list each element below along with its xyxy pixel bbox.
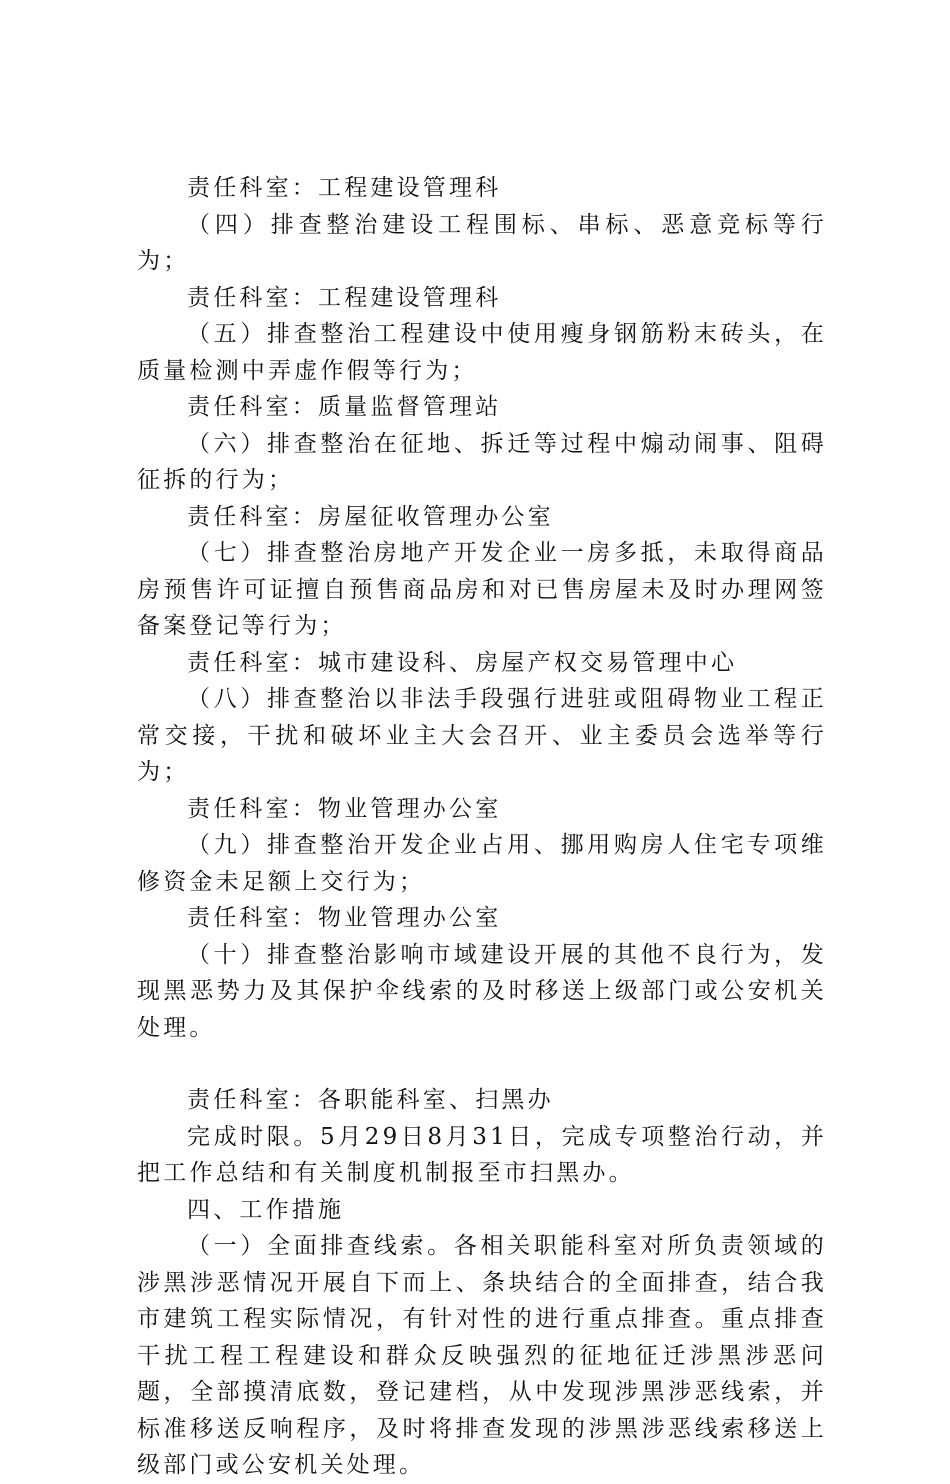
paragraph-responsible-office: 责任科室：房屋征收管理办公室 — [187, 503, 554, 530]
paragraph-deadline: 完成时限。5月29日8月31日，完成专项整治行动，并把工作总结和有关制度机制报至市扫黑办。 — [137, 1123, 827, 1186]
paragraph-item-10: （十）排查整治影响市域建设开展的其他不良行为，发现黑恶势力及其保护伞线索的及时移送上级部门或公安机关处理。 — [137, 941, 827, 1041]
paragraph-item-5: （五）排查整治工程建设中使用瘦身钢筋粉末砖头，在质量检测中弄虚作假等行为； — [137, 321, 827, 384]
paragraph-responsible-office: 责任科室：各职能科室、扫黑办 — [187, 1087, 554, 1113]
paragraph-measure-1: （一）全面排查线索。各相关职能科室对所负责领域的涉黑涉恶情况开展自下而上、条块结合的全面排查，结合我市建筑工程实际情况，有针对性的进行重点排查。重点排查干扰工程工程建设和群众反映强烈的征地征迁涉黑涉恶问题，全部摸清底数，登记建档，从中发现涉黑涉恶线索，并标准移送反响程序，及时将排查发现的涉黑涉恶线索移送上级部门或公安机关处理。 — [137, 1233, 827, 1478]
section-heading-work-measures: 四、工作措施 — [187, 1196, 345, 1223]
paragraph-item-4: （四）排查整治建设工程围标、串标、恶意竞标等行为； — [137, 211, 827, 274]
paragraph-responsible-office: 责任科室：工程建设管理科 — [187, 284, 502, 311]
paragraph-responsible-office: 责任科室：物业管理办公室 — [187, 795, 502, 822]
document-body — [137, 170, 827, 1484]
paragraph-spacer — [137, 1046, 827, 1082]
paragraph-responsible-office: 责任科室：城市建设科、房屋产权交易管理中心 — [187, 649, 738, 676]
paragraph-item-9: （九）排查整治开发企业占用、挪用购房人住宅专项维修资金未足额上交行为； — [137, 832, 827, 895]
paragraph-responsible-office: 责任科室：质量监督管理站 — [187, 394, 502, 420]
paragraph-responsible-office: 责任科室：工程建设管理科 — [187, 175, 502, 201]
paragraph-item-8: （八）排查整治以非法手段强行进驻或阻碍物业工程正常交接，干扰和破坏业主大会召开、业主委员会选举等行为； — [137, 686, 827, 785]
paragraph-item-7: （七）排查整治房地产开发企业一房多抵，未取得商品房预售许可证擅自预售商品房和对已售房屋未及时办理网签备案登记等行为； — [137, 540, 827, 639]
paragraph-item-6: （六）排查整治在征地、拆迁等过程中煽动闹事、阻碍征拆的行为； — [137, 430, 827, 493]
paragraph-responsible-office: 责任科室：物业管理办公室 — [187, 905, 502, 931]
